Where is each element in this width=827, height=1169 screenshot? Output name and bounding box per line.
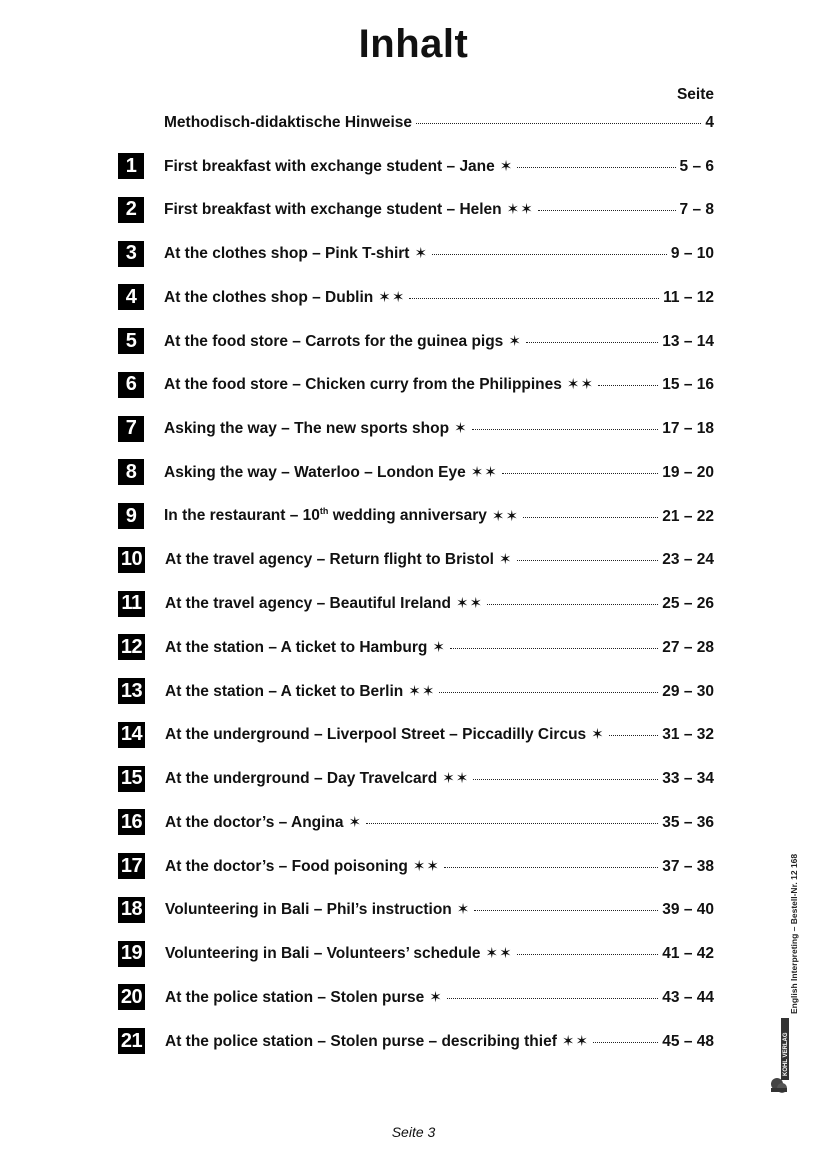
dot-leader: [517, 954, 659, 955]
difficulty-stars: ✶✶: [412, 857, 440, 875]
toc-entry-page: 21 – 22: [662, 507, 714, 525]
toc-entry-page: 31 – 32: [662, 726, 714, 744]
difficulty-stars: ✶✶: [442, 770, 470, 787]
dot-leader: [472, 429, 659, 430]
toc-entry-row[interactable]: [118, 416, 714, 442]
toc-entry-label: At the travel agency – Return flight to Bristol: [165, 551, 494, 569]
toc-entry-page: 43 – 44: [662, 988, 714, 1006]
toc-entry-page: 37 – 38: [662, 857, 714, 875]
toc-entry-row[interactable]: [118, 503, 714, 529]
chapter-number-badge: 2: [118, 197, 144, 223]
toc-entry-page: 17 – 18: [662, 420, 714, 437]
toc-entry-row[interactable]: [118, 766, 714, 792]
difficulty-stars: ✶✶: [470, 463, 498, 481]
chapter-number-badge: 9: [118, 503, 144, 529]
toc-entry-row[interactable]: [118, 197, 714, 223]
svg-text:KOHL VERLAG: KOHL VERLAG: [783, 1032, 789, 1076]
toc-entry-page: 45 – 48: [662, 1032, 714, 1050]
toc-entry-label-part: wedding anniversary: [328, 507, 487, 525]
toc-entry-row[interactable]: [118, 634, 714, 660]
dot-leader: [523, 517, 658, 518]
toc-entry-page: 19 – 20: [662, 463, 714, 481]
page-title: Inhalt: [358, 22, 469, 66]
toc-entry-label: First breakfast with exchange student – Jane: [164, 157, 495, 175]
toc-entry-page: 7 – 8: [679, 201, 714, 219]
dot-leader: [609, 735, 659, 736]
chapter-number-badge: 6: [118, 372, 144, 398]
difficulty-stars: ✶: [454, 420, 468, 437]
chapter-number-badge: 17: [118, 853, 145, 879]
toc-entry-label: At the food store – Carrots for the guinea pigs: [164, 332, 504, 350]
dot-leader: [473, 779, 658, 780]
toc-entry-label: At the police station – Stolen purse – describing thief: [165, 1032, 557, 1050]
toc-entry-label: Volunteering in Bali – Volunteers’ schedule: [165, 945, 481, 962]
toc-entry-row[interactable]: [118, 328, 714, 354]
chapter-number-badge: 16: [118, 809, 145, 835]
chapter-number-badge: 4: [118, 284, 144, 310]
chapter-number-badge: 5: [118, 328, 144, 354]
toc-entry-row[interactable]: [118, 809, 714, 835]
difficulty-stars: ✶: [456, 901, 471, 919]
toc-entry-row[interactable]: [118, 284, 714, 310]
chapter-number-badge: 18: [118, 897, 145, 923]
toc-entry-page: 41 – 42: [662, 945, 714, 962]
toc-entry-row[interactable]: [118, 153, 714, 179]
dot-leader: [416, 123, 701, 124]
chapter-number-badge: 21: [118, 1028, 145, 1054]
toc-entry-page: 13 – 14: [662, 332, 714, 350]
dot-leader: [474, 910, 658, 911]
chapter-number-badge: 15: [118, 766, 145, 792]
toc-intro-row[interactable]: [118, 110, 714, 136]
dot-leader: [444, 867, 658, 868]
toc-entry-label: At the clothes shop – Dublin: [164, 288, 374, 306]
dot-leader: [409, 298, 659, 299]
toc-entry-page: 35 – 36: [662, 813, 714, 831]
difficulty-stars: ✶: [591, 726, 605, 744]
toc-entry-label: Asking the way – Waterloo – London Eye: [164, 463, 466, 481]
toc-entry-page: 9 – 10: [670, 245, 714, 262]
dot-leader: [450, 648, 658, 649]
dot-leader: [517, 560, 659, 561]
toc-entry-label: Methodisch-didaktische Hinweise: [164, 114, 413, 131]
difficulty-stars: ✶: [348, 813, 363, 831]
difficulty-stars: ✶✶: [378, 288, 406, 306]
toc-entry-row[interactable]: [118, 547, 714, 573]
order-number-sidebar: English Interpreting – Bestell-Nr. 12 168: [789, 853, 799, 1014]
difficulty-stars: ✶✶: [455, 595, 484, 612]
toc-entry-row[interactable]: [118, 241, 714, 267]
toc-entry-row[interactable]: [118, 897, 714, 923]
toc-entry-label: At the underground – Day Travelcard: [165, 770, 438, 787]
toc-entry-page: 29 – 30: [662, 682, 714, 700]
toc-entry-label: At the travel agency – Beautiful Ireland: [165, 595, 451, 612]
toc-entry-label: Volunteering in Bali – Phil’s instruction: [165, 901, 452, 919]
chapter-number-badge: 14: [118, 722, 145, 748]
toc-entry-page: 23 – 24: [662, 551, 714, 569]
toc-entry-row[interactable]: [118, 722, 714, 748]
ordinal-suffix: th: [319, 506, 329, 517]
difficulty-stars: ✶✶: [561, 1032, 590, 1050]
toc-entry-page: 5 – 6: [679, 157, 714, 175]
chapter-number-badge: 10: [118, 547, 145, 573]
chapter-number-badge: 3: [118, 241, 144, 267]
difficulty-stars: ✶: [499, 551, 513, 569]
toc-entry-label: At the underground – Liverpool Street – Piccadilly Circus: [165, 726, 587, 744]
dot-leader: [439, 692, 658, 693]
chapter-number-badge: 12: [118, 634, 145, 660]
toc-entry-page: 39 – 40: [662, 901, 714, 919]
toc-entry-page: 4: [705, 114, 714, 131]
toc-entry-label: At the clothes shop – Pink T-shirt: [164, 245, 410, 262]
toc-entry-label: At the doctor’s – Angina: [165, 813, 344, 831]
dot-leader: [598, 385, 658, 386]
dot-leader: [538, 210, 676, 211]
toc-entry-label: At the station – A ticket to Berlin: [165, 682, 404, 700]
dot-leader: [432, 254, 667, 255]
toc-entry-page: 27 – 28: [662, 638, 714, 656]
difficulty-stars: ✶✶: [408, 682, 436, 700]
chapter-number-badge: 13: [118, 678, 145, 704]
toc-entry-label-part: In the restaurant – 10: [164, 507, 320, 525]
toc-entry-row[interactable]: [118, 853, 714, 879]
dot-leader: [447, 998, 658, 999]
difficulty-stars: ✶✶: [491, 507, 520, 525]
toc-entry-row[interactable]: [118, 591, 714, 617]
chapter-number-badge: 19: [118, 941, 145, 967]
toc-entry-row[interactable]: [118, 984, 714, 1010]
dot-leader: [526, 342, 658, 343]
toc-entry-row[interactable]: [118, 372, 714, 398]
toc-entry-label: Asking the way – The new sports shop: [164, 420, 450, 437]
dot-leader: [366, 823, 658, 824]
toc-entry-label: [164, 506, 487, 525]
toc-entry-row[interactable]: [118, 1028, 714, 1054]
dot-leader: [487, 604, 658, 605]
toc-entry-page: 33 – 34: [662, 770, 714, 787]
chapter-number-badge: 8: [118, 459, 144, 485]
toc-entry-page: 25 – 26: [662, 595, 714, 612]
chapter-number-badge: 1: [118, 153, 144, 179]
difficulty-stars: ✶✶: [506, 201, 534, 219]
toc-entry-label: At the police station – Stolen purse: [165, 988, 425, 1006]
page-footer: Seite 3: [391, 1124, 436, 1140]
difficulty-stars: ✶: [432, 638, 446, 656]
toc-entry-label: At the doctor’s – Food poisoning: [165, 857, 408, 875]
toc-entry-row[interactable]: [118, 459, 714, 485]
difficulty-stars: ✶✶: [566, 376, 595, 394]
difficulty-stars: ✶✶: [485, 945, 513, 962]
dot-leader: [517, 167, 675, 168]
page-column-header: Seite: [676, 86, 714, 103]
difficulty-stars: ✶: [429, 988, 443, 1006]
toc-entry-row[interactable]: [118, 678, 714, 704]
toc-entry-label: First breakfast with exchange student – Helen: [164, 201, 502, 219]
chapter-number-badge: 11: [118, 591, 145, 617]
dot-leader: [593, 1042, 658, 1043]
difficulty-stars: ✶: [414, 245, 429, 262]
toc-entry-label: At the food store – Chicken curry from the Philippines: [164, 376, 562, 394]
dot-leader: [502, 473, 658, 474]
toc-entry-row[interactable]: [118, 941, 714, 967]
difficulty-stars: ✶: [508, 332, 522, 350]
publisher-logo: [768, 1018, 790, 1096]
toc-entry-page: 11 – 12: [663, 288, 714, 306]
chapter-number-badge: 20: [118, 984, 145, 1010]
toc-entry-label: At the station – A ticket to Hamburg: [165, 638, 428, 656]
toc-entry-page: 15 – 16: [662, 376, 714, 394]
difficulty-stars: ✶: [499, 157, 514, 175]
chapter-number-badge: 7: [118, 416, 144, 442]
